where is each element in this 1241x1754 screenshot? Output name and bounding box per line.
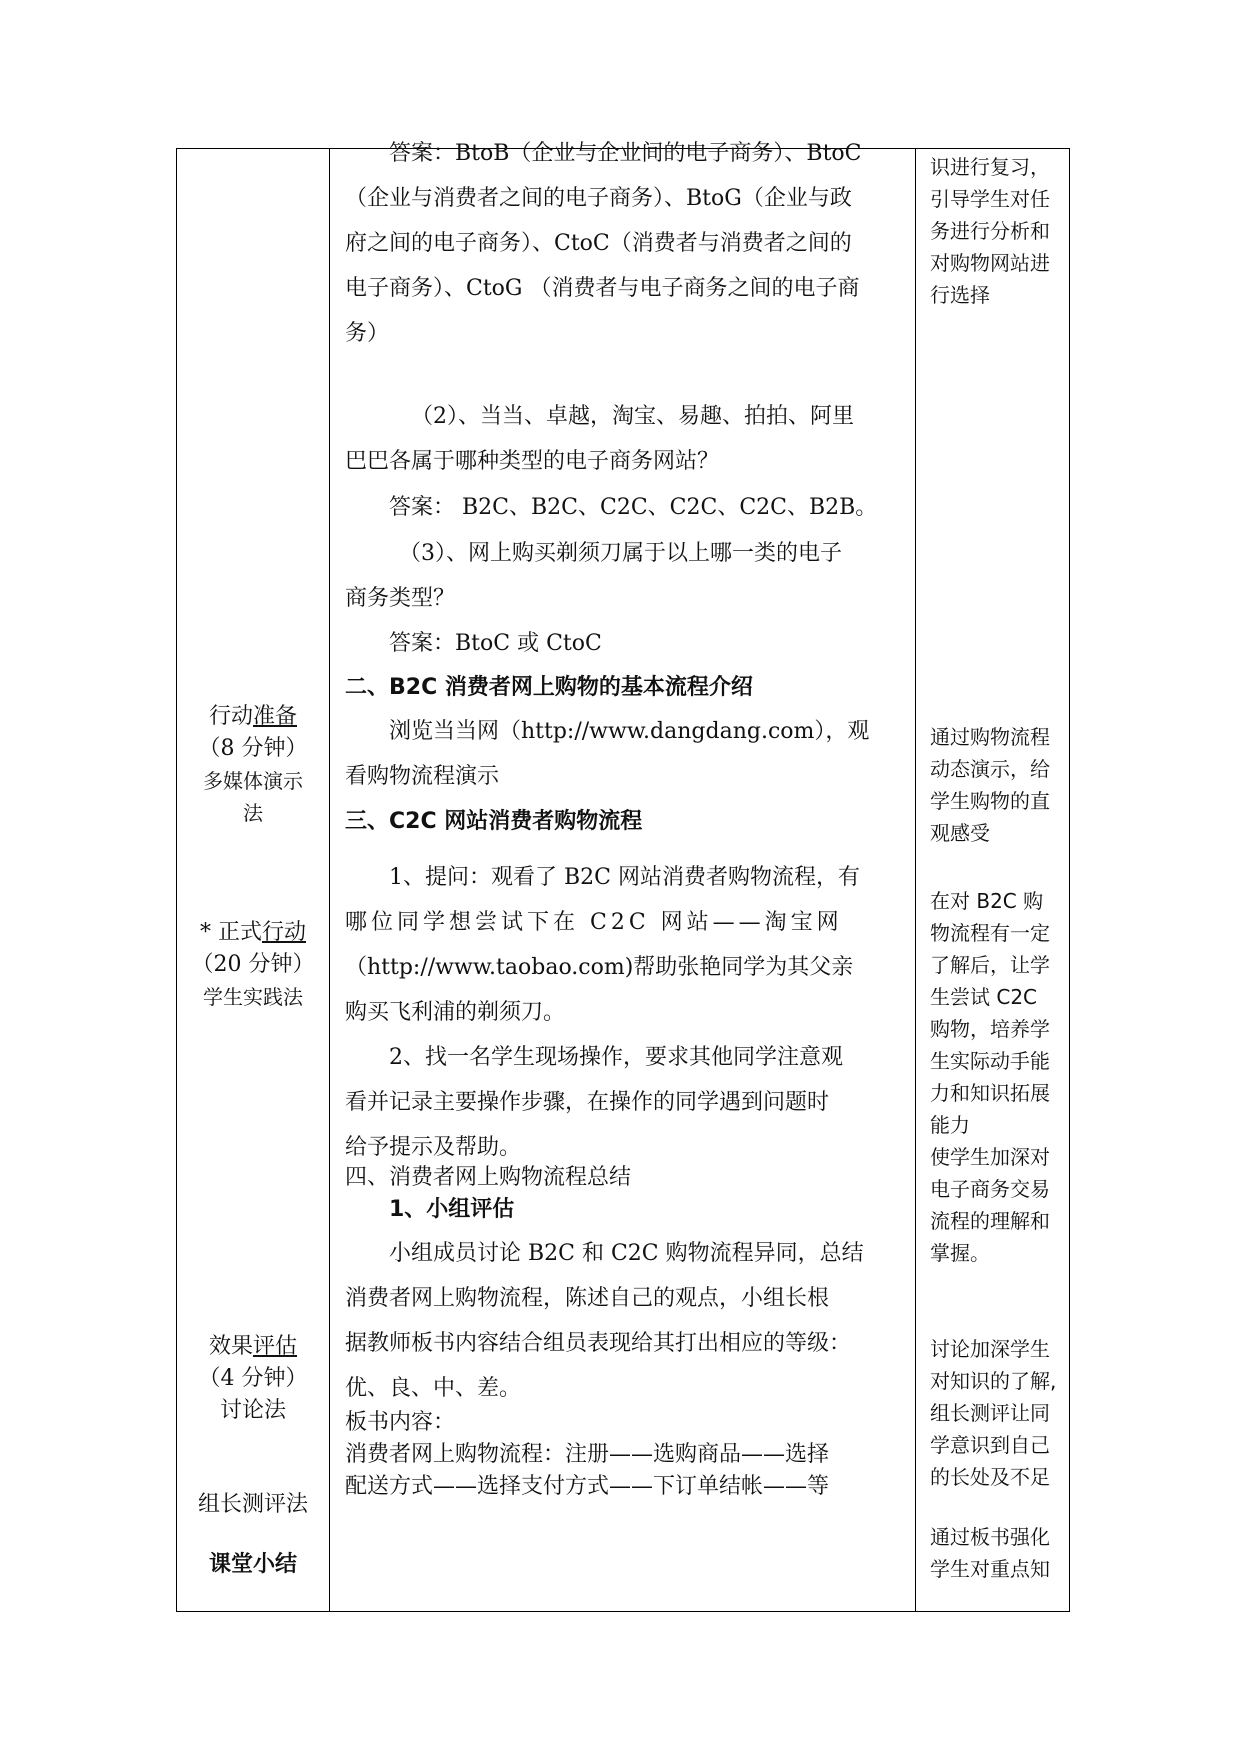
section-3-para-1 [345, 855, 907, 1035]
left-duration: （4 分钟） [198, 1366, 308, 1391]
text-line: 哪位同学想尝试下在 C2C 网站——淘宝网 [345, 910, 843, 935]
text-line: （http://www.taobao.com)帮助张艳同学为其父亲 [345, 955, 854, 980]
note-line: 学生购物的直 [930, 789, 1050, 813]
note-line: 识进行复习， [930, 155, 1050, 179]
note-line: 学意识到自己 [930, 1433, 1050, 1457]
note-line: 务进行分析和 [930, 219, 1050, 243]
section-4-title [345, 1163, 907, 1193]
question-3 [345, 531, 907, 621]
left-label: 行动 [208, 704, 253, 729]
left-block-prepare [177, 701, 329, 829]
note-line: 通过板书强化 [930, 1525, 1050, 1549]
section-4-subtitle [345, 1195, 907, 1225]
note-line: 电子商务交易 [930, 1177, 1050, 1201]
board-content [345, 1407, 907, 1503]
note-line: 力和知识拓展 [930, 1081, 1050, 1105]
note-line: 引导学生对任 [930, 187, 1050, 211]
text-line: 据教师板书内容结合组员表现给其打出相应的等级： [345, 1331, 852, 1356]
note-line: 学生对重点知 [930, 1557, 1050, 1581]
text-line: 配送方式——选择支付方式——下订单结帐——等 [345, 1474, 830, 1499]
note-line: 了解后，让学 [930, 953, 1050, 977]
text-line: 商务类型？ [345, 586, 456, 611]
left-block-leader [177, 1489, 329, 1521]
note-line: 购物，培养学 [930, 1017, 1050, 1041]
subsection-heading: 1、小组评估 [389, 1197, 515, 1222]
left-label-underlined: 评估 [253, 1334, 298, 1359]
section-heading: 四、消费者网上购物流程总结 [345, 1165, 632, 1190]
section-4-text [345, 1231, 907, 1411]
text-line: 答案：BtoC 或 CtoC [389, 631, 602, 656]
note-line: 行选择 [930, 283, 990, 307]
text-line: 消费者网上购物流程：注册——选购商品——选择 [345, 1442, 830, 1467]
section-heading: 二、B2C 消费者网上购物的基本流程介绍 [345, 675, 753, 700]
left-label-underlined: 行动 [261, 920, 306, 945]
column-divider [915, 149, 916, 1611]
answer-2 [345, 485, 907, 530]
text-line: （企业与消费者之间的电子商务）、BtoG（企业与政 [345, 186, 852, 211]
text-line: 府之间的电子商务）、CtoC（消费者与消费者之间的 [345, 231, 852, 256]
text-line: 务） [345, 321, 390, 346]
section-3-title [345, 799, 907, 844]
left-block-evaluate [177, 1331, 329, 1427]
note-line: 对购物网站进 [930, 251, 1050, 275]
text-line: 板书内容： [345, 1410, 456, 1435]
left-label: * 正式 [199, 920, 262, 945]
note-board [930, 1521, 1070, 1585]
note-line: 掌握。 [930, 1241, 990, 1265]
left-method: 组长测评法 [197, 1492, 308, 1517]
text-line: 电子商务）、CtoG （消费者与电子商务之间的电子商 [345, 276, 860, 301]
text-line: 1、提问：观看了 B2C 网站消费者购物流程，有 [389, 865, 860, 890]
left-block-summary [177, 1549, 329, 1581]
left-method: 学生实践法 [203, 985, 303, 1009]
note-line: 物流程有一定 [930, 921, 1050, 945]
note-line: 能力 [930, 1113, 970, 1137]
text-line: 答案： B2C、B2C、C2C、C2C、C2C、B2B。 [389, 495, 878, 520]
text-line: 答案：BtoB（企业与企业间的电子商务）、BtoC [389, 141, 862, 166]
left-method: 法 [243, 801, 263, 825]
text-line: 小组成员讨论 B2C 和 C2C 购物流程异同，总结 [389, 1241, 864, 1266]
left-duration: （8 分钟） [198, 736, 308, 761]
note-line: 组长测评让同 [930, 1401, 1050, 1425]
note-line: 生尝试 C2C [930, 985, 1038, 1009]
left-method: 讨论法 [219, 1398, 286, 1423]
note-line: 流程的理解和 [930, 1209, 1050, 1233]
note-demo [930, 721, 1070, 849]
text-line: 给予提示及帮助。 [345, 1135, 522, 1160]
question-2 [345, 394, 907, 484]
note-practice [930, 885, 1070, 1269]
note-line: 讨论加深学生 [930, 1337, 1050, 1361]
note-line: 使学生加深对 [930, 1145, 1050, 1169]
text-line: 消费者网上购物流程，陈述自己的观点，小组长根 [345, 1286, 830, 1311]
note-line: 对知识的了解, [930, 1369, 1057, 1393]
text-line: 购买飞利浦的剃须刀。 [345, 1000, 566, 1025]
left-label: 效果 [208, 1334, 253, 1359]
note-line: 生实际动手能 [930, 1049, 1050, 1073]
left-section-title: 课堂小结 [208, 1552, 297, 1577]
note-line: 动态演示，给 [930, 757, 1050, 781]
left-duration: （20 分钟） [191, 952, 315, 977]
text-line: 看购物流程演示 [345, 764, 500, 789]
text-line: 看并记录主要操作步骤，在操作的同学遇到问题时 [345, 1090, 830, 1115]
note-line: 观感受 [930, 821, 990, 845]
text-line: 2、找一名学生现场操作，要求其他同学注意观 [389, 1045, 843, 1070]
note-line: 在对 B2C 购 [930, 889, 1044, 913]
text-line: 浏览当当网（http://www.dangdang.com），观 [389, 719, 870, 744]
note-discussion [930, 1333, 1070, 1493]
text-line: （2）、当当、卓越，淘宝、易趣、拍拍、阿里 [411, 404, 854, 429]
section-2-text [345, 709, 907, 799]
left-block-action [177, 917, 329, 1013]
answer-1 [345, 131, 907, 356]
note-line: 的长处及不足 [930, 1465, 1050, 1489]
left-label-underlined: 准备 [253, 704, 298, 729]
text-line: （3）、网上购买剃须刀属于以上哪一类的电子 [399, 541, 842, 566]
lesson-plan-table [176, 141, 1070, 1612]
text-line: 优、良、中、差。 [345, 1376, 522, 1401]
text-line: 巴巴各属于哪种类型的电子商务网站？ [345, 449, 720, 474]
section-2-title [345, 665, 907, 710]
left-method: 多媒体演示 [203, 769, 303, 793]
section-3-para-2 [345, 1035, 907, 1170]
column-divider [329, 149, 330, 1611]
section-heading: 三、C2C 网站消费者购物流程 [345, 809, 643, 834]
note-line: 通过购物流程 [930, 725, 1050, 749]
note-review [930, 151, 1070, 311]
answer-3 [345, 621, 907, 666]
